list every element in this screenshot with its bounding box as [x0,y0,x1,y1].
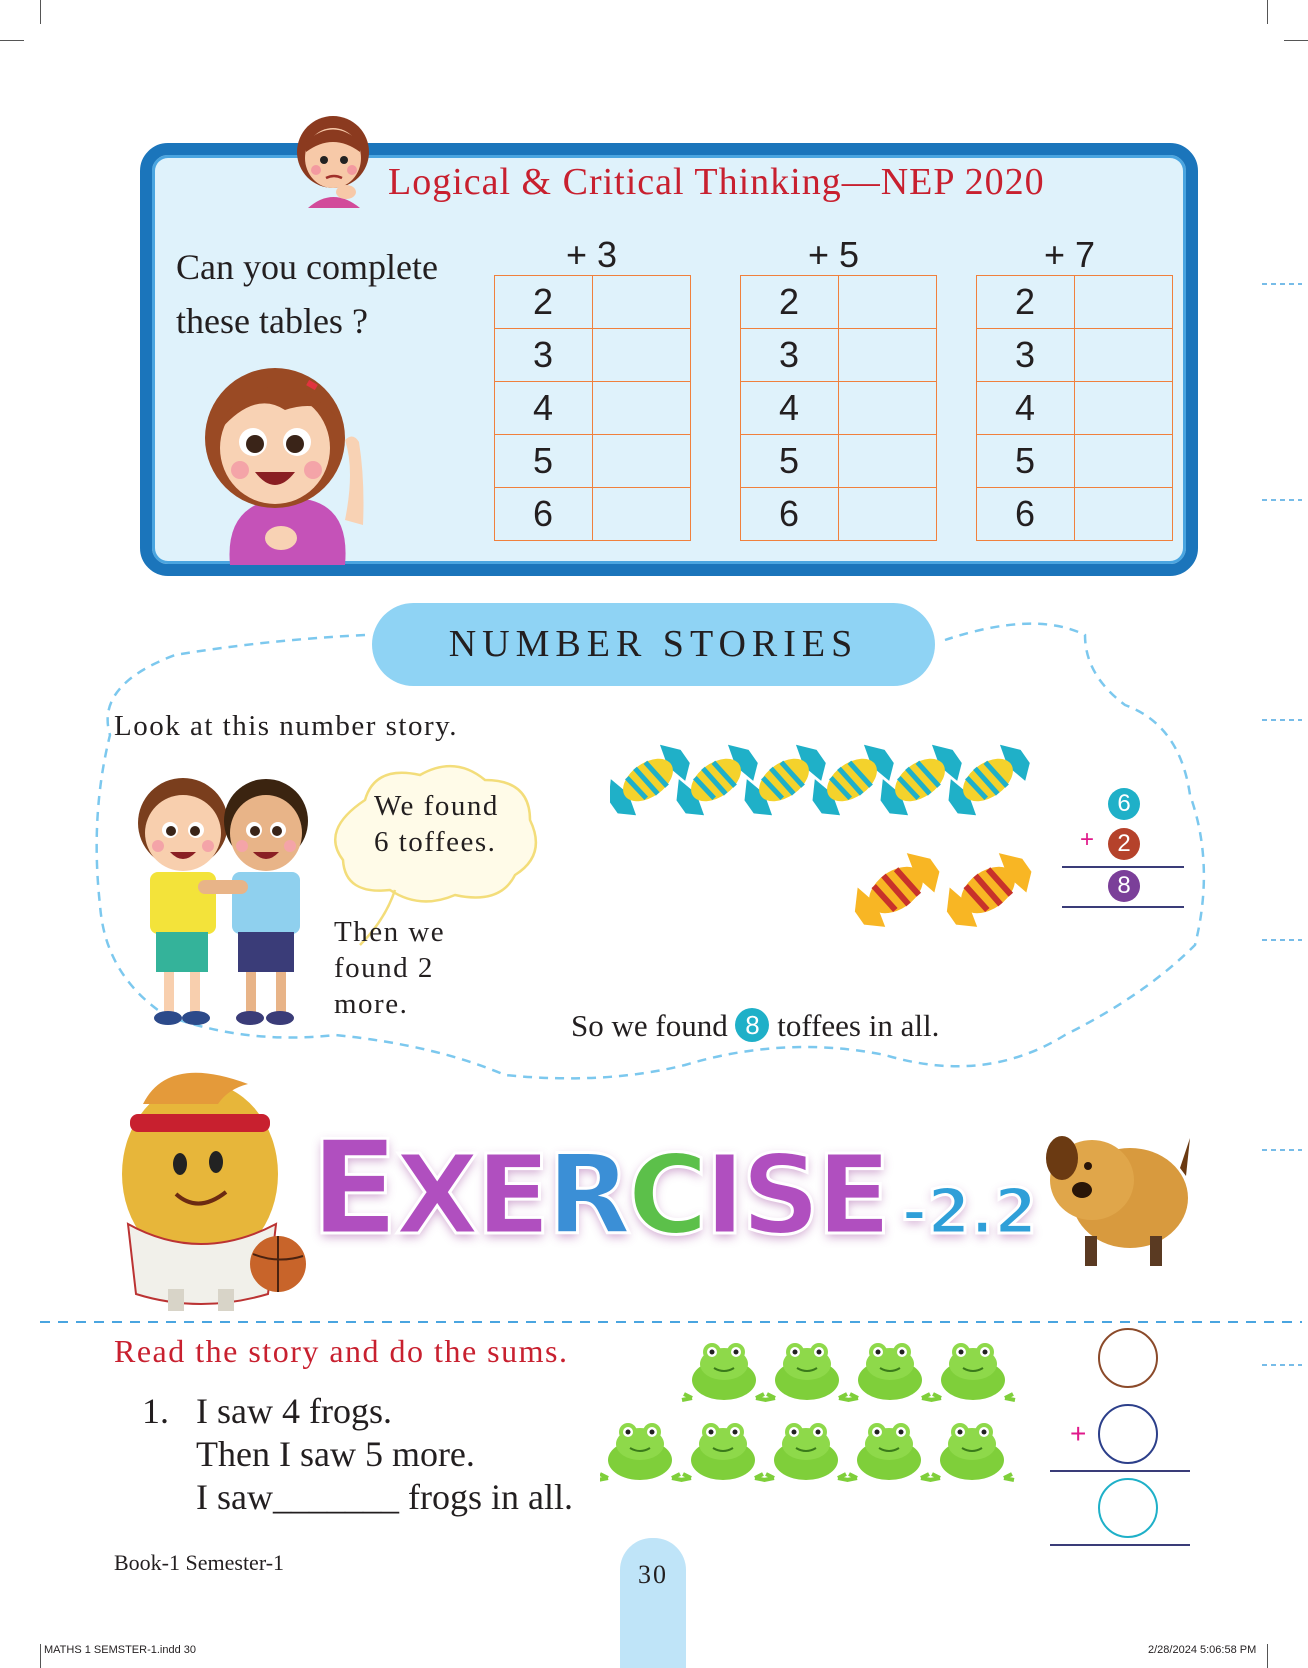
bubble-line-1: We found [374,790,499,822]
table-cell-number: 5 [741,435,839,488]
sum-addend-1: 6 [1108,788,1140,820]
logic-question [176,240,496,348]
exercise-letter: R [546,1131,628,1259]
thinking-girl-icon [288,112,378,208]
q1-line-1: I saw 4 frogs. [196,1391,392,1431]
answer-cell[interactable] [839,435,937,488]
exercise-title [310,1112,1037,1264]
sum-result: 8 [1108,870,1140,902]
exercise-number: -2.2 [901,1175,1038,1248]
toy-dog-icon [1040,1128,1190,1268]
story-conclusion [571,1008,939,1044]
then-line-1: Then we [334,916,446,948]
story-sum [1062,788,1184,908]
sum-line [1062,866,1184,868]
addition-table-3 [976,275,1173,541]
conclusion-post: toffees in all. [777,1008,940,1043]
then-line-2: found 2 [334,952,434,984]
toffees-two-icon [848,838,1038,942]
answer-circle-3[interactable] [1098,1478,1158,1538]
question-line-1: Can you complete [176,247,438,287]
exercise-letter: X [394,1131,476,1259]
table-cell-number: 6 [977,488,1075,541]
question-line-2: these tables ? [176,301,368,341]
answer-sum [1048,1328,1190,1548]
sum-addend-2: 2 [1108,828,1140,860]
slug-left: MATHS 1 SEMSTER-1.indd 30 [44,1644,197,1656]
table-cell-number: 4 [977,382,1075,435]
slug-right: 2/28/2024 5:06:58 PM [1148,1644,1257,1656]
plus-sign: + [1070,1418,1087,1449]
q1-line-3-pre: I saw [196,1477,273,1517]
answer-cell[interactable] [1075,435,1173,488]
q1-line-2: Then I saw 5 more. [196,1434,475,1474]
table-cell-number: 6 [741,488,839,541]
page-number: 30 [638,1560,668,1589]
answer-cell[interactable] [839,329,937,382]
answer-cell[interactable] [839,276,937,329]
answer-cell[interactable] [839,382,937,435]
answer-cell[interactable] [593,488,691,541]
exercise-letter: E [816,1131,888,1259]
answer-circle-1[interactable] [1098,1328,1158,1388]
table-cell-number: 3 [977,329,1075,382]
table-cell-number: 5 [977,435,1075,488]
q1-line-3 [196,1476,573,1518]
exercise-instruction: Read the story and do the sums. [114,1333,569,1369]
conclusion-badge: 8 [735,1008,769,1042]
table-cell-number: 4 [741,382,839,435]
table-cell-number: 3 [741,329,839,382]
question-number: 1. [142,1391,169,1431]
exercise-letter: I [704,1131,742,1259]
answer-blank[interactable]: _______ [272,1477,399,1517]
table-3-label: + 7 [1044,234,1096,275]
then-line-3: more. [334,988,409,1020]
footer-book: Book-1 Semester-1 [114,1550,285,1575]
answer-cell[interactable] [593,435,691,488]
exercise-letter: S [741,1131,817,1259]
table-cell-number: 2 [495,276,593,329]
addition-table-1 [494,275,691,541]
exercise-letter: E [310,1112,395,1264]
table-1-label: + 3 [566,234,618,275]
sum-line-bottom [1050,1544,1190,1546]
table-cell-number: 5 [495,435,593,488]
answer-cell[interactable] [1075,276,1173,329]
answer-cell[interactable] [839,488,937,541]
margin-marks [1262,0,1308,1668]
answer-circle-2[interactable] [1098,1404,1158,1464]
table-cell-number: 6 [495,488,593,541]
sum-line-bottom [1062,906,1184,908]
toffees-six-icon [610,732,1050,828]
story-intro: Look at this number story. [114,710,458,742]
bubble-line-2: 6 toffees. [374,826,497,858]
pointing-girl-icon [195,360,370,565]
exercise-letter: C [627,1131,705,1259]
answer-cell[interactable] [1075,382,1173,435]
table-cell-number: 4 [495,382,593,435]
table-2-label: + 5 [808,234,860,275]
table-cell-number: 2 [741,276,839,329]
exercise-letter: E [475,1131,547,1259]
answer-cell[interactable] [1075,488,1173,541]
table-cell-number: 2 [977,276,1075,329]
answer-cell[interactable] [1075,329,1173,382]
conclusion-pre: So we found [571,1008,728,1043]
answer-cell[interactable] [593,382,691,435]
plus-sign: + [1080,826,1095,853]
sum-line [1050,1470,1190,1472]
table-cell-number: 3 [495,329,593,382]
answer-cell[interactable] [593,329,691,382]
frogs-icon [600,1330,1040,1500]
page-tab [620,1538,686,1668]
q1-line-3-post: frogs in all. [407,1477,573,1517]
two-boys-icon [128,768,328,1030]
potato-mascot-icon [108,1064,308,1314]
then-text [334,914,474,1022]
number-stories-banner: NUMBER STORIES [372,603,935,686]
logic-title: Logical & Critical Thinking—NEP 2020 [388,161,1045,203]
addition-table-2 [740,275,937,541]
answer-cell[interactable] [593,276,691,329]
bubble-text [374,788,524,860]
section-divider [40,1320,1302,1324]
